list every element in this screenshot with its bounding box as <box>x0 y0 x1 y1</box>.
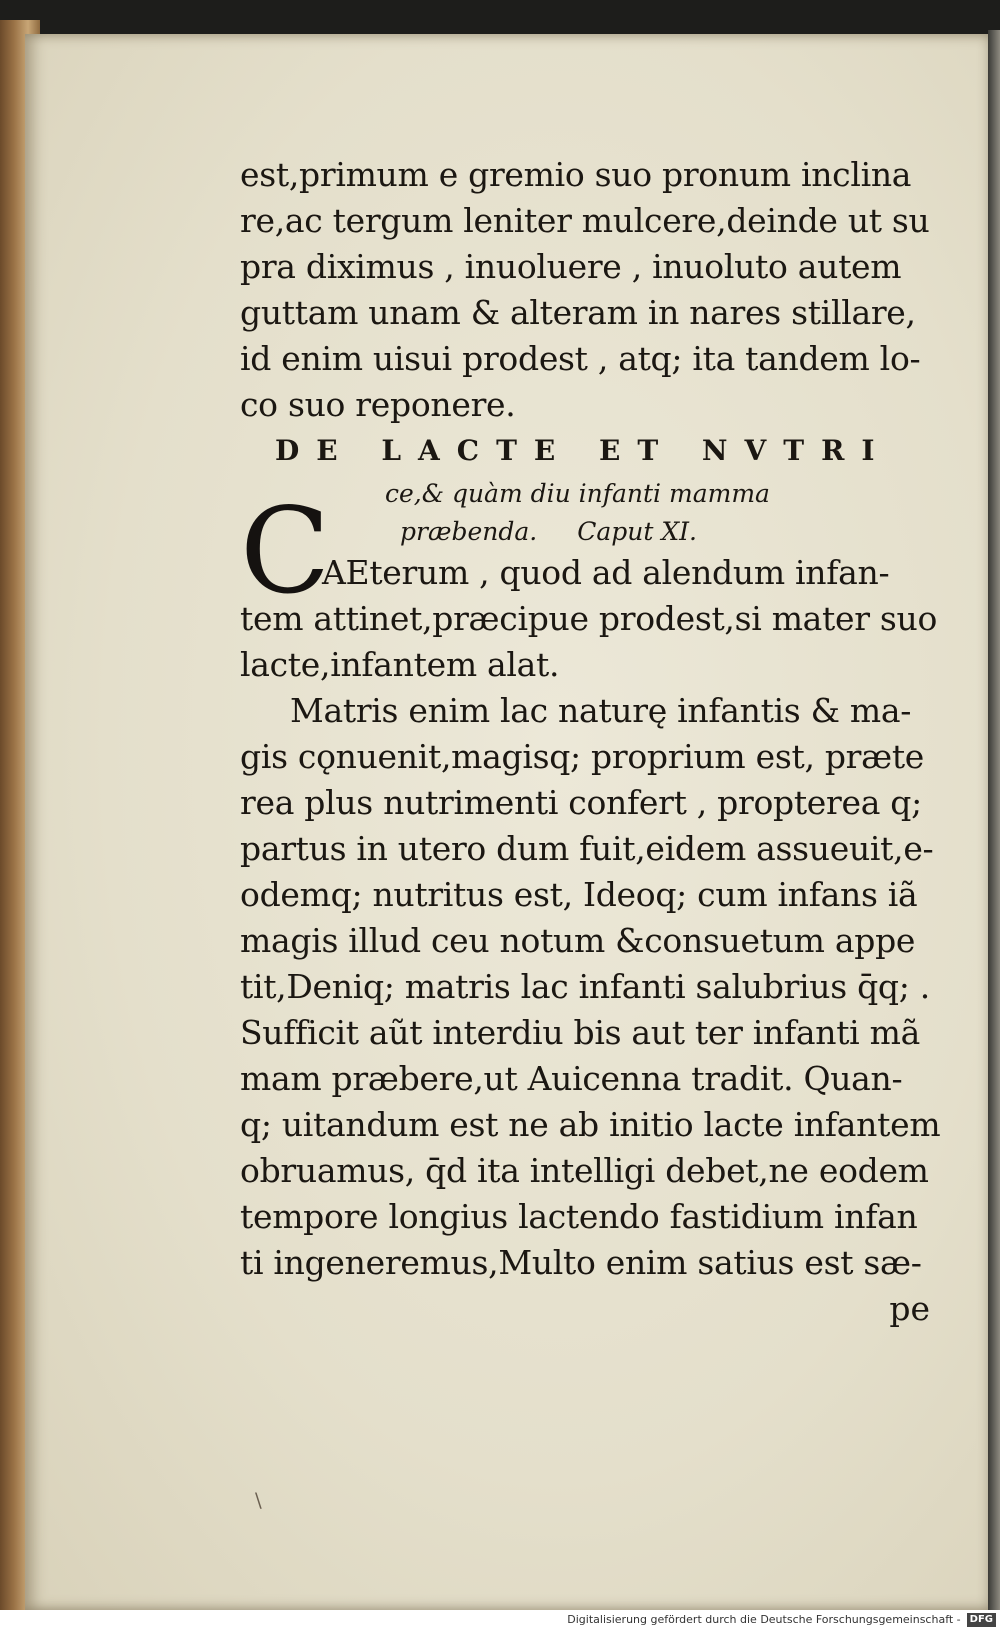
text-line: magis illud ceu notum &consuetum appe <box>240 921 916 960</box>
text-line: tit,Deniq; matris lac infanti salubrius q̄q; . <box>240 967 930 1006</box>
chapter-subheading: ce,& quàm diu infanti mamma <box>385 479 770 508</box>
text-line: q; uitandum est ne ab initio lacte infantem <box>240 1105 941 1144</box>
dfg-logo: DFG <box>967 1613 996 1627</box>
text-line: Sufficit aũt interdiu bis aut ter infanti mã <box>240 1013 920 1052</box>
text-line: re,ac tergum leniter mulcere,deinde ut su <box>240 201 930 240</box>
text-line: mam præbere,ut Auicenna tradit. Quan- <box>240 1059 903 1098</box>
drop-cap-initial: C <box>240 482 330 620</box>
first-line-text: AEterum , quod ad alendum infan- <box>322 553 890 592</box>
ink-mark: \ <box>255 1488 262 1512</box>
text-line: partus in utero dum fuit,eidem assueuit,e- <box>240 829 934 868</box>
text-line: pra diximus , inuoluere , inuoluto autem <box>240 247 902 286</box>
chapter-subheading-2 <box>400 514 940 550</box>
text-line: id enim uisui prodest , atq; ita tandem lo- <box>240 339 921 378</box>
text-line: co suo reponere. <box>240 385 516 424</box>
chapter-heading: DE LACTE ET NVTRI <box>275 434 892 467</box>
text-line: lacte,infantem alat. <box>240 645 560 684</box>
text-line: obruamus, q̄d ita intelligi debet,ne eodem <box>240 1151 929 1190</box>
paragraph-first-line: Matris enim lac naturę infantis & ma- <box>290 691 912 730</box>
text-line: tempore longius lactendo fastidium infan <box>240 1197 918 1236</box>
text-line: gis cǫnuenit,magisq; proprium est, præte <box>240 737 925 776</box>
text-line: guttam unam & alteram in nares stillare, <box>240 293 916 332</box>
text-line: tem attinet,præcipue prodest,si mater suo <box>240 599 938 638</box>
text-line: rea plus nutrimenti confert , propterea q; <box>240 783 922 822</box>
page-text-block <box>240 152 940 1332</box>
text-line: ti ingeneremus,Multo enim satius est sæ- <box>240 1243 922 1282</box>
chapter-subheading-text: præbenda. <box>400 517 538 546</box>
digitization-footer <box>0 1610 1000 1630</box>
text-line: est,primum e gremio suo pronum inclina <box>240 155 912 194</box>
page-right-edge <box>988 30 1000 1610</box>
chapter-number: Caput XI. <box>577 517 697 546</box>
catchword: pe <box>889 1289 930 1328</box>
text-line: odemq; nutritus est, Ideoq; cum infans iã <box>240 875 918 914</box>
footer-credit-text: Digitalisierung gefördert durch die Deutsche Forschungsgemeinschaft - <box>567 1613 961 1626</box>
